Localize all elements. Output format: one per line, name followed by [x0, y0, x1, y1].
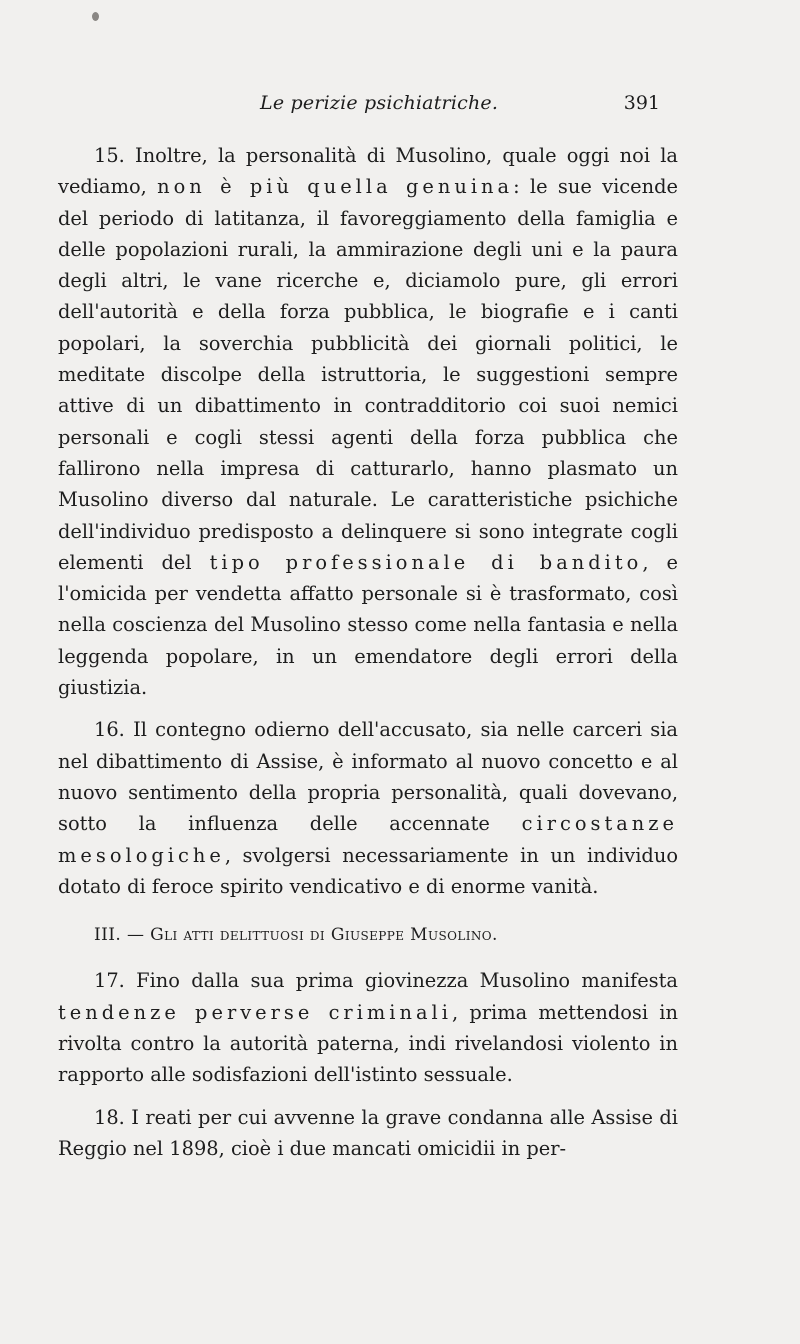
paragraph-18 [58, 1102, 678, 1165]
section-heading [58, 920, 678, 951]
paragraph-15 [58, 140, 678, 703]
running-header [150, 92, 660, 122]
emphasis-text: tendenze perverse criminali [58, 1000, 452, 1024]
section-numeral: III. — [94, 925, 145, 946]
section-title: Gli atti delittuosi di Giuseppe Musolino. [150, 925, 498, 946]
paragraph-text: 18. I reati per cui avvenne la grave condanna alle Assise di Reggio nel 1898, cioè i due mancati omicidii in per- [58, 1105, 678, 1160]
paragraph-16 [58, 714, 678, 902]
paragraph-text: 15. Inoltre, la personalità di Musolino, quale oggi noi la vediamo, [58, 144, 678, 199]
emphasis-text: non è più quella genuina [157, 175, 514, 199]
paragraph-text: , e l'omicida per vendetta affatto personale si è trasformato, così nella coscienza del Musolino stesso come nella fantasia e nella leggenda popolare, in un emendatore degli errori della giustizia. [58, 550, 678, 700]
page-body [58, 140, 678, 1164]
paper-speck [92, 12, 99, 21]
paragraph-17 [58, 965, 678, 1090]
paragraph-text: , svolgersi necessariamente in un individuo dotato di feroce spirito vendicativo e di enorme vanità. [58, 843, 678, 898]
paragraph-text: , prima mettendosi in rivolta contro la autorità paterna, indi rivelandosi violento in rapporto alle sodisfazioni dell'istinto sessuale. [58, 1000, 678, 1087]
running-title: Le perizie psichiatriche. [260, 92, 499, 114]
paragraph-text: : le sue vicende del periodo di latitanza, il favoreggiamento della famiglia e delle popolazioni rurali, la ammirazione degli uni e la paura degli altri, le vane ricerche e, diciamolo pure, gli errori dell'autorità e della forza pubblica, le biografie e i canti popolari, la soverchia pubblicità dei giornali politici, le meditate discolpe della istruttoria, le suggestioni sempre attive di un dibattimento in contradditorio coi suoi nemici personali e cogli stessi agenti della forza pubblica che fallirono nella impresa di catturarlo, hanno plasmato un Musolino diverso dal naturale. Le caratteristiche psichiche dell'individuo predisposto a delinquere si sono integrate cogli elementi del [58, 175, 679, 574]
paragraph-text: 16. Il contegno odierno dell'accusato, sia nelle carceri sia nel dibattimento di Assise, è informato al nuovo concetto e al nuovo sentimento della propria personalità, quali dovevano, sotto la influenza delle accennate [58, 718, 678, 836]
emphasis-text: tipo professionale di bandito [209, 550, 643, 574]
page-number: 391 [623, 92, 660, 114]
emphasis-text: circostanze mesologiche [58, 812, 678, 867]
paragraph-text: 17. Fino dalla sua prima giovinezza Musolino manifesta [94, 969, 678, 993]
